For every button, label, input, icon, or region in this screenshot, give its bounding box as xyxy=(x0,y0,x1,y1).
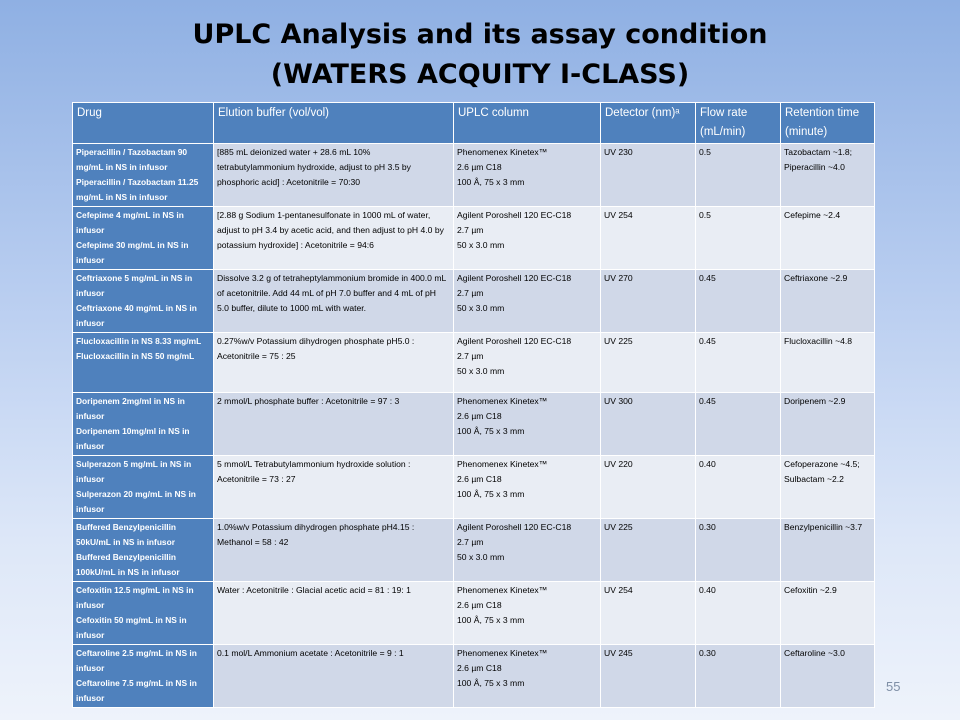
retention-time-cell-line: Cefoxitin ~2.9 xyxy=(784,585,837,595)
table-row xyxy=(73,270,875,333)
retention-time-cell-line: Ceftriaxone ~2.9 xyxy=(784,273,848,283)
retention-time-cell xyxy=(781,645,875,708)
drug-cell-line: Buffered Benzylpenicillin 100kU/mL in NS in infusor xyxy=(76,552,180,577)
drug-cell-line: Sulperazon 5 mg/mL in NS in infusor xyxy=(76,459,192,484)
uplc-column-cell-line: Phenomenex Kinetex™ xyxy=(457,648,548,658)
drug-cell-line: Cefepime 4 mg/mL in NS in infusor xyxy=(76,210,184,235)
retention-time-cell-line: Flucloxacillin ~4.8 xyxy=(784,336,853,346)
drug-cell-line: Cefoxitin 12.5 mg/mL in NS in infusor xyxy=(76,585,194,610)
retention-time-cell xyxy=(781,519,875,582)
uplc-column-cell-line: 2.7 µm xyxy=(457,225,484,235)
uplc-column-cell-line: Agilent Poroshell 120 EC-C18 xyxy=(457,336,572,346)
retention-time-cell-line: Cefoperazone ~4.5; xyxy=(784,459,860,469)
flow-rate-cell: 0.5 xyxy=(696,144,781,207)
retention-time-cell-line: Piperacillin ~4.0 xyxy=(784,162,845,172)
drug-cell xyxy=(73,393,214,456)
drug-cell-line: Flucloxacillin in NS 8.33 mg/mL xyxy=(76,336,202,346)
drug-cell xyxy=(73,456,214,519)
elution-buffer-cell: [2.88 g Sodium 1-pentanesulfonate in 1000 mL of water, adjust to pH 3.4 by acetic acid, and then adjust to pH 4.0 by potassium hydroxide] : Acetonitrile = 94:6 xyxy=(214,207,454,270)
drug-cell xyxy=(73,519,214,582)
uplc-column-cell xyxy=(454,333,601,393)
detector-cell: UV 254 xyxy=(601,207,696,270)
uplc-column-cell xyxy=(454,582,601,645)
uplc-column-cell-line: 100 Å, 75 x 3 mm xyxy=(457,615,525,625)
table-row xyxy=(73,333,875,393)
detector-cell: UV 225 xyxy=(601,519,696,582)
drug-cell-line: Ceftriaxone 40 mg/mL in NS in infusor xyxy=(76,303,197,328)
drug-cell xyxy=(73,270,214,333)
uplc-column-cell-line: 50 x 3.0 mm xyxy=(457,240,505,250)
elution-buffer-cell: 0.27%w/v Potassium dihydrogen phosphate pH5.0 : Acetonitrile = 75 : 25 xyxy=(214,333,454,393)
flow-rate-cell: 0.45 xyxy=(696,270,781,333)
retention-time-cell xyxy=(781,144,875,207)
flow-rate-cell: 0.45 xyxy=(696,333,781,393)
drug-cell-line: Flucloxacillin in NS 50 mg/mL xyxy=(76,351,195,361)
elution-buffer-cell: 2 mmol/L phosphate buffer : Acetonitrile = 97 : 3 xyxy=(214,393,454,456)
column-header-drug: Drug xyxy=(73,103,214,144)
detector-cell: UV 254 xyxy=(601,582,696,645)
detector-cell: UV 225 xyxy=(601,333,696,393)
drug-cell xyxy=(73,645,214,708)
flow-rate-cell: 0.45 xyxy=(696,393,781,456)
drug-cell-line: Ceftaroline 7.5 mg/mL in NS in infusor xyxy=(76,678,197,703)
uplc-column-cell-line: 2.7 µm xyxy=(457,351,484,361)
detector-cell: UV 300 xyxy=(601,393,696,456)
uplc-column-cell-line: 50 x 3.0 mm xyxy=(457,366,505,376)
column-header-detector: Detector (nm)ᵃ xyxy=(601,103,696,144)
uplc-column-cell-line: 2.6 µm C18 xyxy=(457,162,502,172)
uplc-column-cell-line: 2.7 µm xyxy=(457,288,484,298)
drug-cell-line: Sulperazon 20 mg/mL in NS in infusor xyxy=(76,489,196,514)
uplc-column-cell-line: 2.6 µm C18 xyxy=(457,411,502,421)
uplc-column-cell-line: 50 x 3.0 mm xyxy=(457,303,505,313)
column-header-uplc-column: UPLC column xyxy=(454,103,601,144)
drug-cell-line: Cefepime 30 mg/mL in NS in infusor xyxy=(76,240,189,265)
uplc-column-cell xyxy=(454,144,601,207)
flow-rate-cell: 0.5 xyxy=(696,207,781,270)
elution-buffer-cell: 0.1 mol/L Ammonium acetate : Acetonitrile = 9 : 1 xyxy=(214,645,454,708)
column-header-flow-rate: Flow rate (mL/min) xyxy=(696,103,781,144)
uplc-column-cell xyxy=(454,519,601,582)
table-row xyxy=(73,393,875,456)
drug-cell xyxy=(73,207,214,270)
drug-cell-line: Ceftriaxone 5 mg/mL in NS in infusor xyxy=(76,273,193,298)
elution-buffer-cell: [885 mL deionized water + 28.6 mL 10% tetrabutylammonium hydroxide, adjust to pH 3.5 by phosphoric acid] : Acetonitrile = 70:30 xyxy=(214,144,454,207)
elution-buffer-cell: Water : Acetonitrile : Glacial acetic acid = 81 : 19: 1 xyxy=(214,582,454,645)
drug-cell-line: Piperacillin / Tazobactam 11.25 mg/mL in NS in infusor xyxy=(76,177,199,202)
uplc-column-cell-line: 2.6 µm C18 xyxy=(457,663,502,673)
drug-cell-line: Buffered Benzylpenicillin 50kU/mL in NS in infusor xyxy=(76,522,177,547)
retention-time-cell-line: Sulbactam ~2.2 xyxy=(784,474,844,484)
uplc-column-cell-line: Phenomenex Kinetex™ xyxy=(457,585,548,595)
slide-title-line2: (WATERS ACQUITY I-CLASS) xyxy=(270,59,690,90)
uplc-column-cell xyxy=(454,645,601,708)
detector-cell: UV 230 xyxy=(601,144,696,207)
retention-time-cell-line: Benzylpenicillin ~3.7 xyxy=(784,522,863,532)
page-number: 55 xyxy=(886,679,901,694)
drug-cell xyxy=(73,144,214,207)
table-row xyxy=(73,144,875,207)
uplc-column-cell-line: 2.6 µm C18 xyxy=(457,600,502,610)
flow-rate-cell: 0.30 xyxy=(696,519,781,582)
uplc-column-cell-line: Phenomenex Kinetex™ xyxy=(457,147,548,157)
flow-rate-cell: 0.40 xyxy=(696,582,781,645)
detector-cell: UV 220 xyxy=(601,456,696,519)
detector-cell: UV 270 xyxy=(601,270,696,333)
table-row xyxy=(73,456,875,519)
uplc-column-cell-line: 50 x 3.0 mm xyxy=(457,552,505,562)
uplc-column-cell-line: 100 Å, 75 x 3 mm xyxy=(457,678,525,688)
elution-buffer-cell: 1.0%w/v Potassium dihydrogen phosphate pH4.15 : Methanol = 58 : 42 xyxy=(214,519,454,582)
retention-time-cell-line: Ceftaroline ~3.0 xyxy=(784,648,845,658)
drug-cell-line: Doripenem 10mg/ml in NS in infusor xyxy=(76,426,190,451)
detector-cell: UV 245 xyxy=(601,645,696,708)
uplc-column-cell-line: 100 Å, 75 x 3 mm xyxy=(457,489,525,499)
uplc-column-cell-line: 100 Å, 75 x 3 mm xyxy=(457,177,525,187)
drug-cell xyxy=(73,582,214,645)
elution-buffer-cell: 5 mmol/L Tetrabutylammonium hydroxide solution : Acetonitrile = 73 : 27 xyxy=(214,456,454,519)
flow-rate-cell: 0.30 xyxy=(696,645,781,708)
uplc-column-cell xyxy=(454,456,601,519)
column-header-retention-time: Retention time (minute) xyxy=(781,103,875,144)
drug-cell-line: Cefoxitin 50 mg/mL in NS in infusor xyxy=(76,615,187,640)
retention-time-cell xyxy=(781,333,875,393)
uplc-column-cell-line: Phenomenex Kinetex™ xyxy=(457,459,548,469)
uplc-column-cell-line: Agilent Poroshell 120 EC-C18 xyxy=(457,273,572,283)
table-row xyxy=(73,645,875,708)
column-header-elution-buffer: Elution buffer (vol/vol) xyxy=(214,103,454,144)
uplc-column-cell-line: 2.7 µm xyxy=(457,537,484,547)
table-row xyxy=(73,519,875,582)
uplc-column-cell xyxy=(454,270,601,333)
retention-time-cell xyxy=(781,456,875,519)
uplc-column-cell-line: Phenomenex Kinetex™ xyxy=(457,396,548,406)
retention-time-cell-line: Doripenem ~2.9 xyxy=(784,396,846,406)
elution-buffer-cell: Dissolve 3.2 g of tetraheptylammonium bromide in 400.0 mL of acetonitrile. Add 44 mL of pH 7.0 buffer and 4 mL of pH 5.0 buffer, dilute to 1000 mL with water. xyxy=(214,270,454,333)
retention-time-cell xyxy=(781,207,875,270)
retention-time-cell-line: Cefepime ~2.4 xyxy=(784,210,841,220)
retention-time-cell xyxy=(781,270,875,333)
drug-cell xyxy=(73,333,214,393)
drug-cell-line: Piperacillin / Tazobactam 90 mg/mL in NS in infusor xyxy=(76,147,188,172)
uplc-column-cell xyxy=(454,207,601,270)
uplc-column-cell-line: 100 Å, 75 x 3 mm xyxy=(457,426,525,436)
retention-time-cell xyxy=(781,582,875,645)
uplc-column-cell-line: Agilent Poroshell 120 EC-C18 xyxy=(457,210,572,220)
flow-rate-cell: 0.40 xyxy=(696,456,781,519)
uplc-column-cell-line: 2.6 µm C18 xyxy=(457,474,502,484)
drug-cell-line: Ceftaroline 2.5 mg/mL in NS in infusor xyxy=(76,648,197,673)
table-row xyxy=(73,207,875,270)
retention-time-cell-line: Tazobactam ~1.8; xyxy=(784,147,853,157)
drug-cell-line: Doripenem 2mg/ml in NS in infusor xyxy=(76,396,185,421)
table-header-row xyxy=(73,103,875,144)
table-row xyxy=(73,582,875,645)
uplc-column-cell xyxy=(454,393,601,456)
slide-title-line1: UPLC Analysis and its assay condition xyxy=(192,19,768,50)
retention-time-cell xyxy=(781,393,875,456)
assay-conditions-table xyxy=(72,102,875,708)
uplc-column-cell-line: Agilent Poroshell 120 EC-C18 xyxy=(457,522,572,532)
